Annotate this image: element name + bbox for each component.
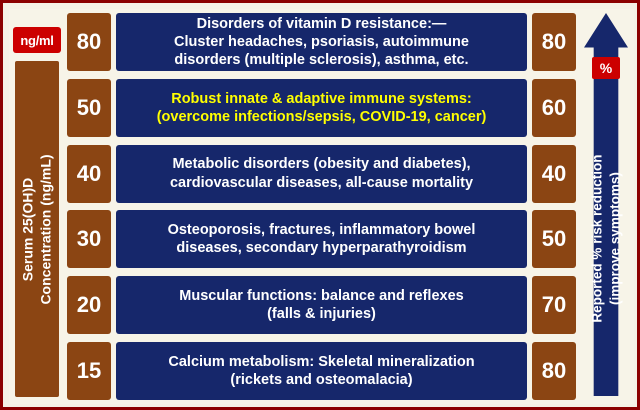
level-value: 50 bbox=[67, 79, 111, 137]
description-line-1: Muscular functions: balance and reflexes bbox=[179, 288, 464, 305]
description-line-2: cardiovascular diseases, all-cause mortality bbox=[169, 174, 474, 191]
description-line-2: Cluster headaches, psoriasis, autoimmune bbox=[174, 33, 469, 50]
risk-reduction-value: 40 bbox=[532, 145, 576, 203]
description-line-3: disorders (multiple sclerosis), asthma, etc. bbox=[174, 52, 469, 69]
right-label-line-2: (improve symptoms) bbox=[607, 172, 623, 306]
infographic-body bbox=[9, 9, 634, 404]
rows-container bbox=[65, 9, 580, 404]
table-row bbox=[67, 342, 576, 400]
condition-description bbox=[116, 79, 527, 137]
condition-description bbox=[116, 145, 527, 203]
risk-reduction-value: 80 bbox=[532, 13, 576, 71]
condition-description bbox=[116, 210, 527, 268]
description-line-1: Metabolic disorders (obesity and diabetes), bbox=[172, 156, 471, 173]
description-line-2: (falls & injuries) bbox=[267, 306, 376, 323]
condition-description bbox=[116, 13, 527, 71]
level-value: 15 bbox=[67, 342, 111, 400]
level-value: 20 bbox=[67, 276, 111, 334]
risk-reduction-value: 50 bbox=[532, 210, 576, 268]
table-row bbox=[67, 79, 576, 137]
description-line-2: (overcome infections/sepsis, COVID-19, cancer) bbox=[156, 108, 487, 125]
description-line-1: Robust innate & adaptive immune systems: bbox=[171, 90, 472, 107]
table-row bbox=[67, 145, 576, 203]
table-row bbox=[67, 13, 576, 71]
table-row bbox=[67, 276, 576, 334]
description-line-2: (rickets and osteomalacia) bbox=[230, 371, 413, 388]
axis-label-line-2: Concentration (ng/mL) bbox=[37, 153, 54, 305]
risk-reduction-value: 70 bbox=[532, 276, 576, 334]
right-axis-column bbox=[580, 9, 634, 404]
serum-concentration-axis bbox=[15, 61, 59, 397]
unit-badge: ng/ml bbox=[13, 27, 61, 53]
description-line-1: Disorders of vitamin D resistance:— bbox=[196, 15, 447, 32]
level-value: 80 bbox=[67, 13, 111, 71]
description-line-2: diseases, secondary hyperparathyroidism bbox=[176, 240, 467, 257]
table-row bbox=[67, 210, 576, 268]
risk-reduction-value: 80 bbox=[532, 342, 576, 400]
percent-badge: % bbox=[592, 57, 620, 79]
condition-description bbox=[116, 276, 527, 334]
serum-concentration-axis-label bbox=[20, 154, 55, 304]
condition-description bbox=[116, 342, 527, 400]
risk-reduction-value: 60 bbox=[532, 79, 576, 137]
left-axis-column bbox=[9, 9, 65, 404]
axis-label-line-1: Serum 25(OH)D bbox=[19, 177, 36, 281]
level-value: 30 bbox=[67, 210, 111, 268]
right-label-line-1: Reported % risk reduction bbox=[589, 154, 605, 324]
level-value: 40 bbox=[67, 145, 111, 203]
description-line-1: Osteoporosis, fractures, inflammatory bowel bbox=[167, 222, 476, 239]
description-line-1: Calcium metabolism: Skeletal mineralization bbox=[168, 353, 475, 370]
